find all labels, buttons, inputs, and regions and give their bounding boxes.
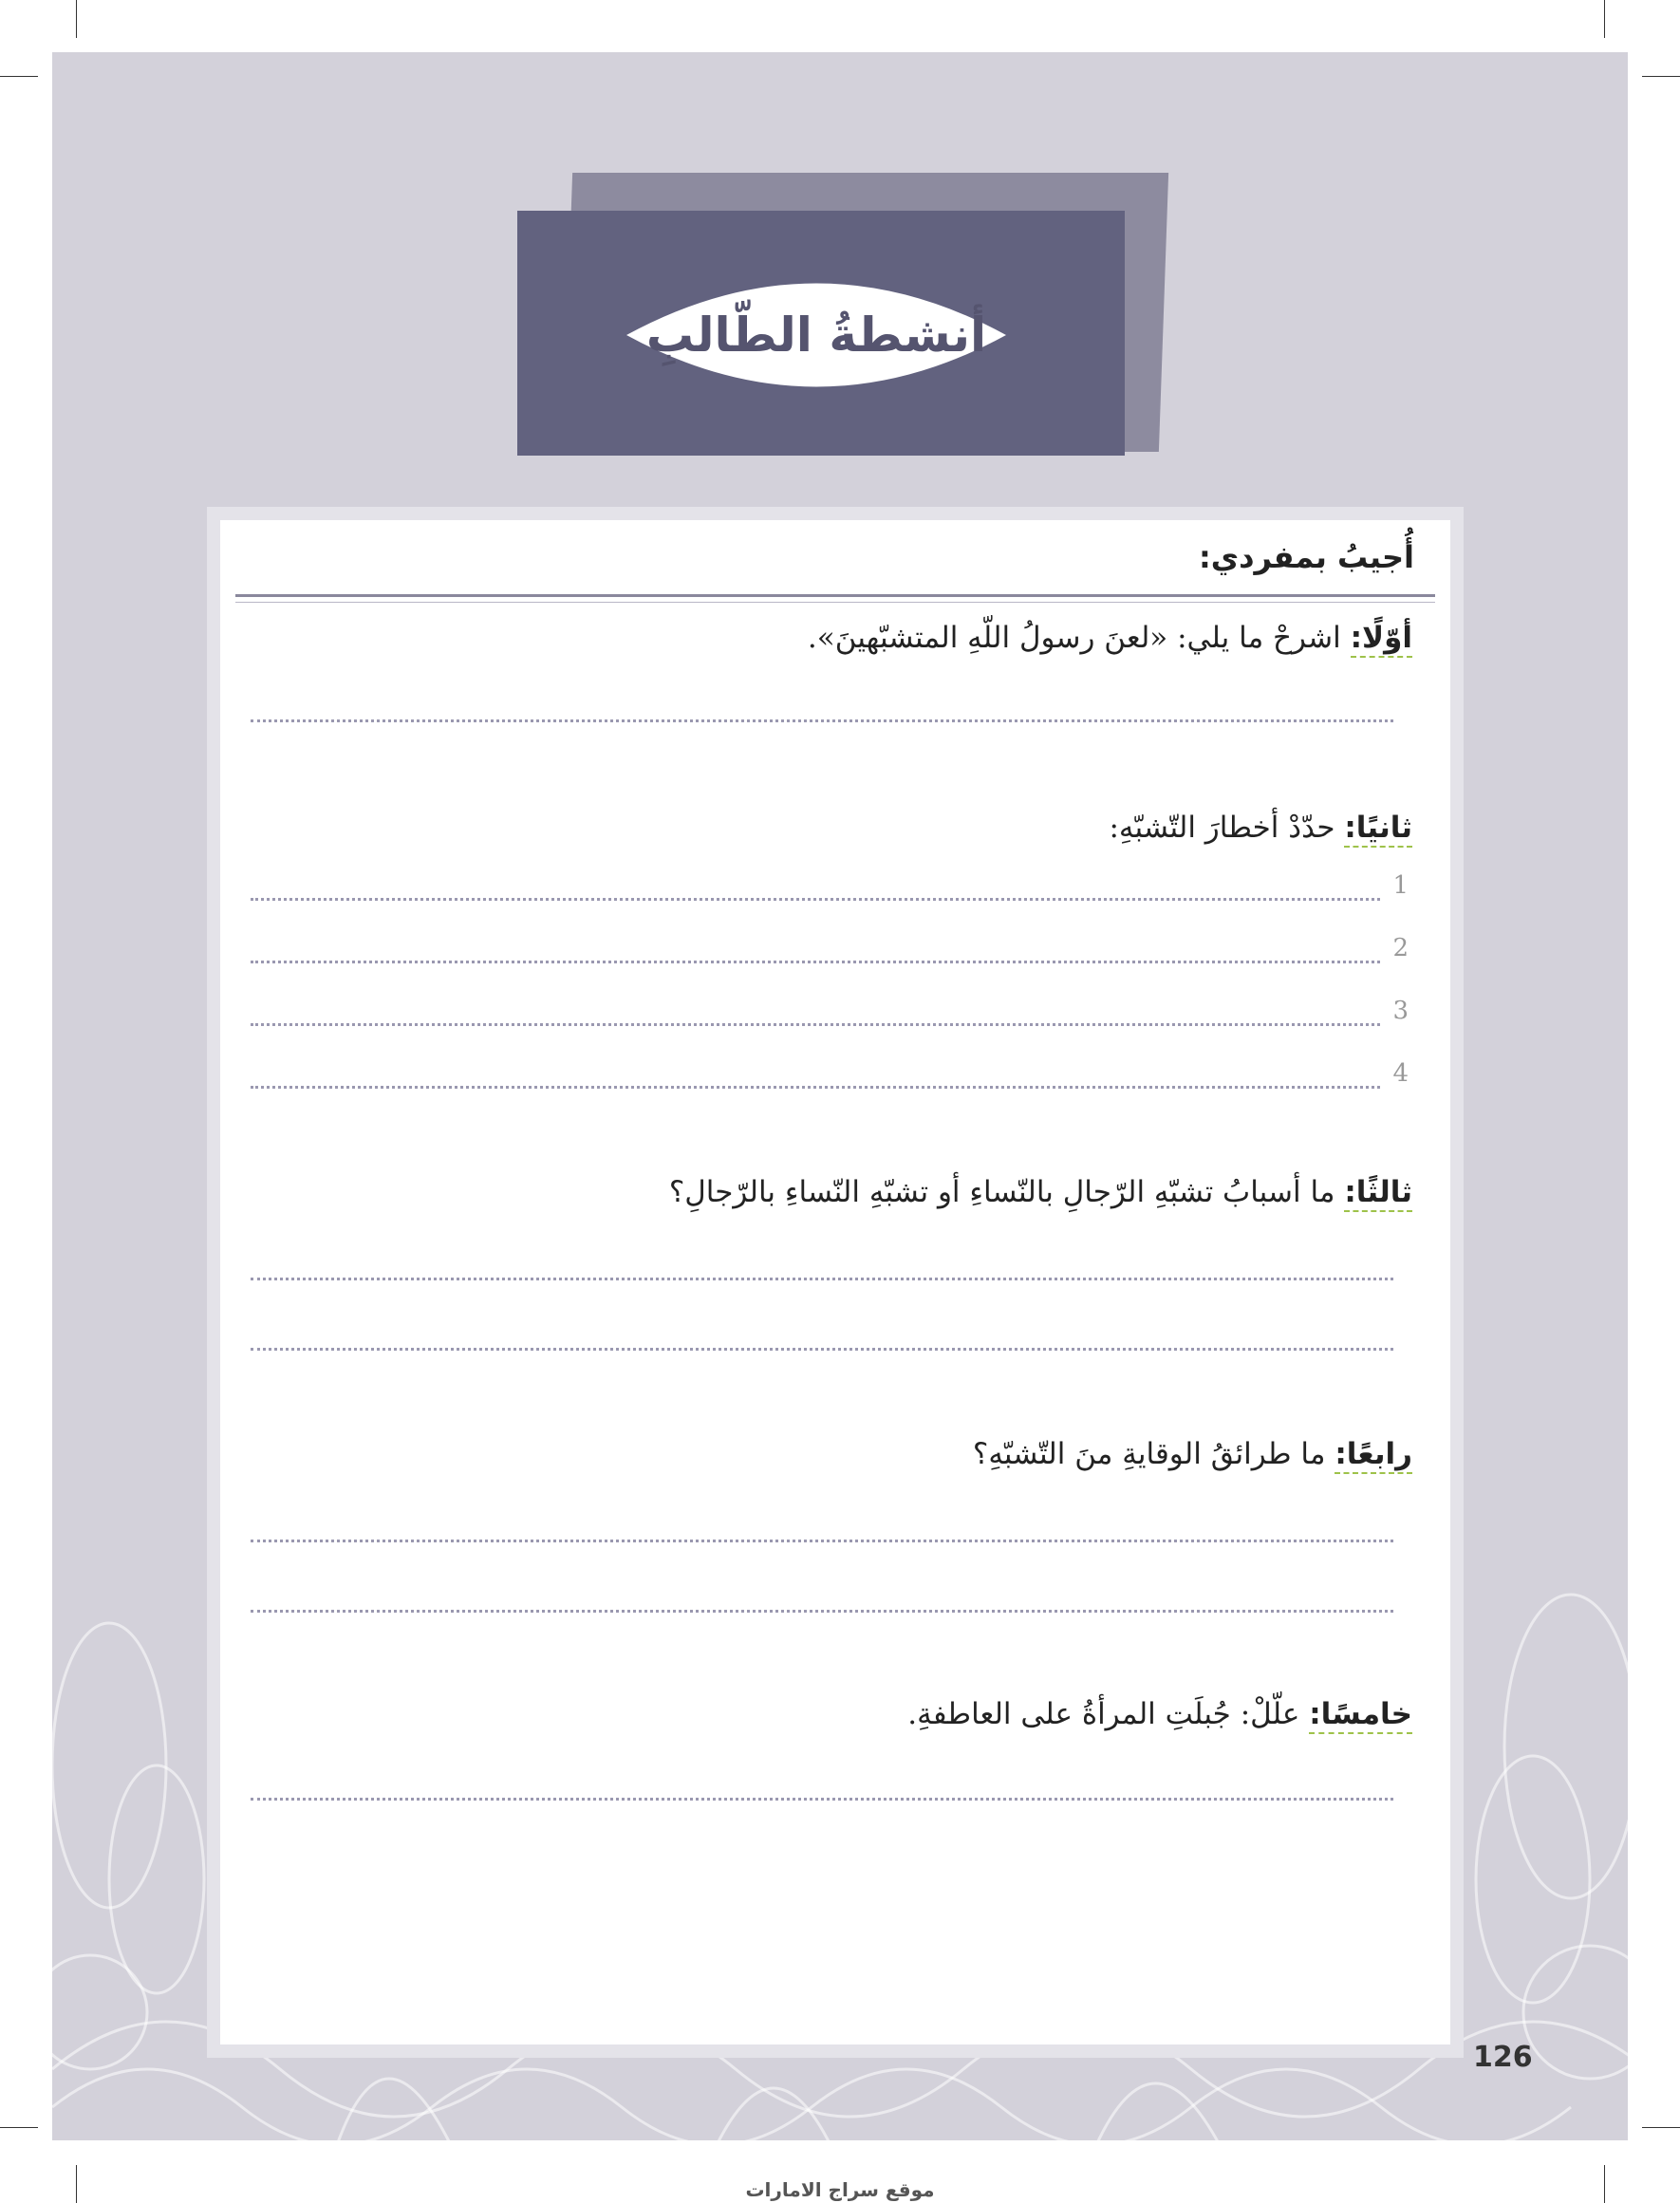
crop-mark [1642, 76, 1680, 77]
crop-mark [0, 76, 38, 77]
question-3-label: ثالثًا: [1344, 1175, 1412, 1212]
answer-line[interactable] [251, 719, 1393, 722]
answer-line[interactable] [251, 1278, 1393, 1280]
heading-rule [235, 602, 1435, 603]
question-4-label: رابعًا: [1335, 1437, 1412, 1474]
question-2 [1109, 811, 1412, 845]
question-1-text: اشرحْ ما يلي: «لعنَ رسولُ اللّهِ المتشبّهينَ». [807, 621, 1351, 655]
answer-line[interactable] [251, 1798, 1393, 1801]
footer-text: موقع سراج الامارات [745, 2178, 935, 2201]
worksheet-heading: أُجيبُ بمفردي: [1198, 539, 1414, 575]
question-2-label: ثانيًا: [1344, 811, 1412, 848]
question-3-text: ما أسبابُ تشبّهِ الرّجالِ بالنّساءِ أو تشبّهِ النّساءِ بالرّجالِ؟ [668, 1175, 1345, 1209]
crop-mark [0, 2127, 38, 2128]
question-3 [669, 1175, 1412, 1209]
answer-line[interactable] [251, 1023, 1380, 1026]
answer-line[interactable] [251, 1086, 1380, 1089]
question-2-text: حدّدْ أخطارَ التّشبّهِ: [1109, 811, 1345, 845]
answer-line[interactable] [251, 961, 1380, 963]
line-number: 4 [1392, 1059, 1409, 1088]
heading-rule [235, 594, 1435, 597]
question-5-text: علّلْ: جُبلَتِ المرأةُ على العاطفةِ. [907, 1697, 1310, 1731]
page-number: 126 [1473, 2041, 1533, 2074]
question-5-label: خامسًا: [1309, 1697, 1412, 1734]
banner-title: أنشطةُ الطّالبِ [645, 308, 987, 363]
worksheet-card [220, 520, 1450, 2044]
question-1 [808, 621, 1412, 655]
line-number: 3 [1392, 997, 1409, 1025]
question-1-label: أوّلًا: [1351, 621, 1412, 658]
line-number: 2 [1392, 934, 1409, 962]
answer-line[interactable] [251, 898, 1380, 901]
question-4 [973, 1437, 1412, 1471]
answer-line[interactable] [251, 1540, 1393, 1542]
question-5 [907, 1697, 1412, 1731]
line-number: 1 [1392, 871, 1409, 900]
crop-mark [76, 0, 77, 38]
answer-line[interactable] [251, 1610, 1393, 1613]
crop-mark [1604, 0, 1605, 38]
crop-mark [1642, 2127, 1680, 2128]
answer-line[interactable] [251, 1348, 1393, 1351]
question-4-text: ما طرائقُ الوقايةِ منَ التّشبّهِ؟ [972, 1437, 1335, 1471]
